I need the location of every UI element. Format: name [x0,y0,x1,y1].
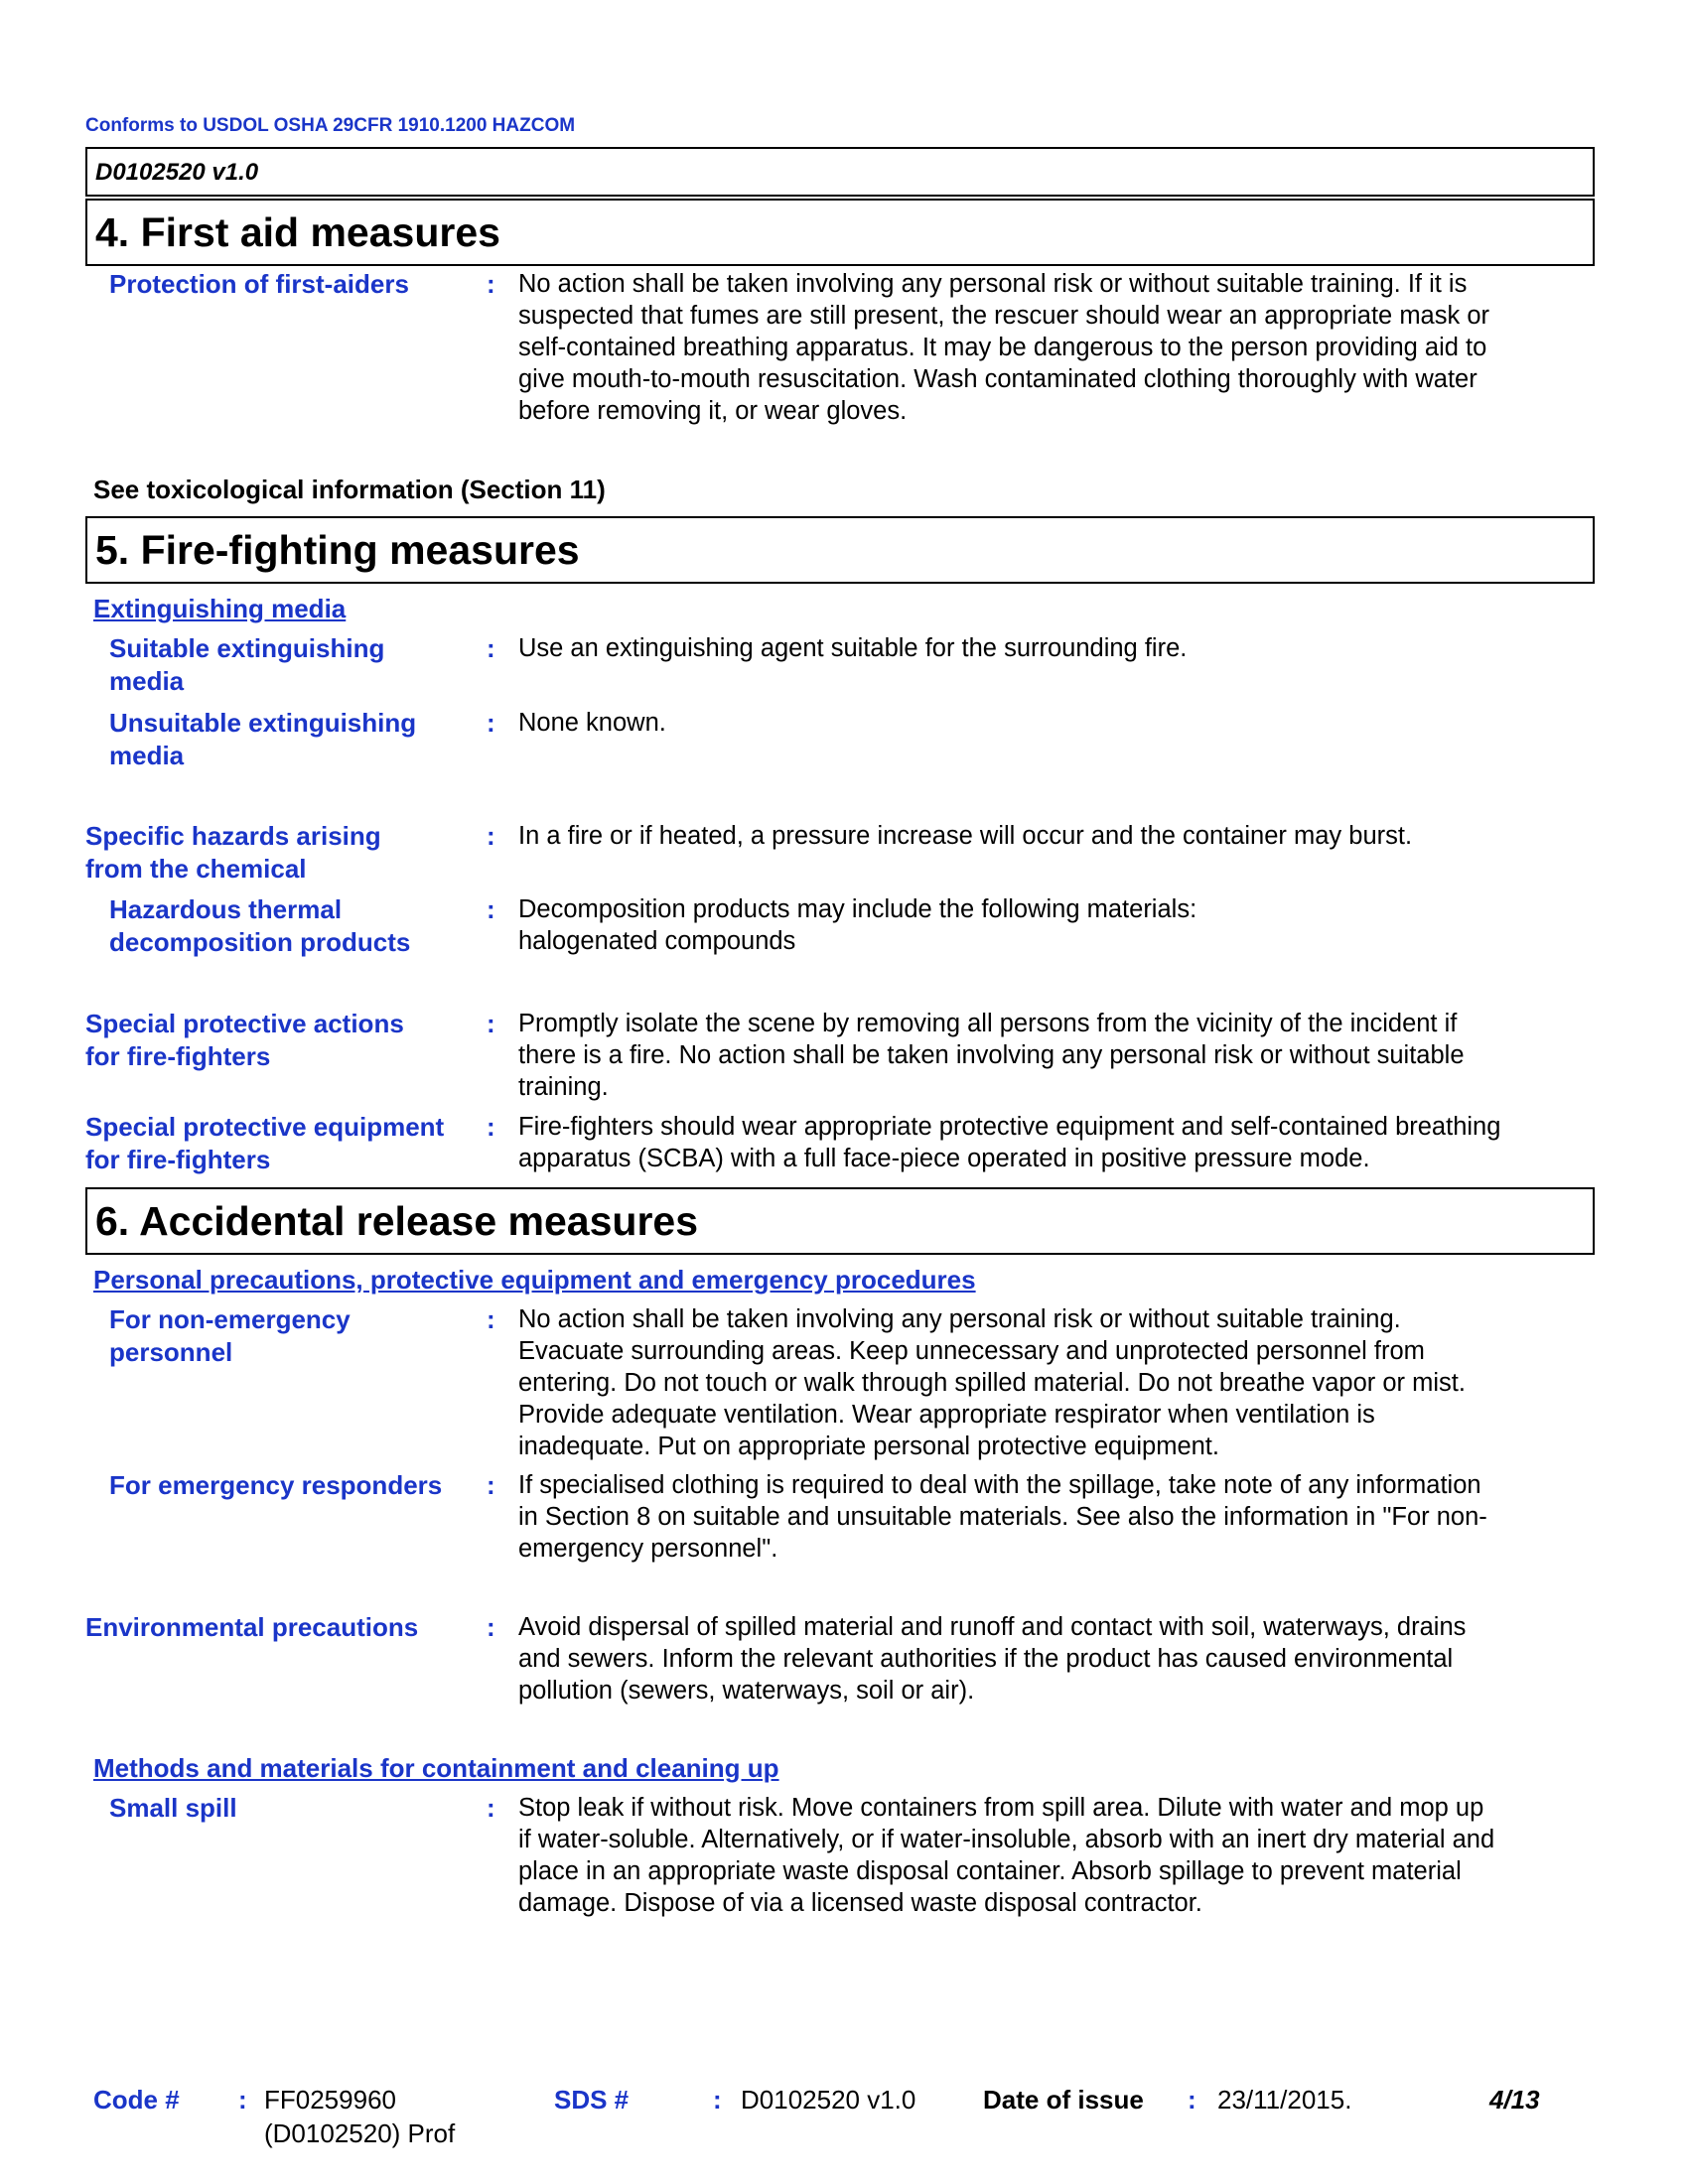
section-4-title: 4. First aid measures [95,209,500,255]
emergency-responders-text: If specialised clothing is required to deal with the spillage, take note of any information in Section 8 on suitable and unsuitable materials. See also the information in "For non- emergency personnel". [518,1471,1487,1563]
colon: : [487,1009,495,1038]
footer-colon: : [238,2085,247,2115]
colon: : [487,1612,495,1642]
extinguishing-media-heading: Extinguishing media [93,594,347,623]
protection-first-aiders-text: No action shall be taken involving any personal risk or without suitable training. If it is suspected that fumes are still present, the rescuer should wear an appropriate mask or self-contained breathing apparatus. It may be dangerous to the person providing aid to give mouth-to-mouth resuscitation. Wash contaminated clothing thoroughly with water before removing it, or wear gloves. [518,270,1490,425]
specific-hazards-label: Specific hazards arising from the chemical [85,821,381,884]
environmental-precautions-text: Avoid dispersal of spilled material and runoff and contact with soil, waterways, drains and sewers. Inform the relevant authorities if the product has caused environmental pollution (sewers, waterways, soil or air). [518,1613,1467,1705]
colon: : [487,1304,495,1334]
non-emergency-text: No action shall be taken involving any personal risk or without suitable training. Evacuate surrounding areas. Keep unnecessary and unprotected personnel from entering. Do not touch or walk through spilled material. Do not breathe vapor or mist. Provide adequate ventilation. Wear appropriate respirator when ventilation is inadequate. Put on appropriate personal protective equipment. [518,1305,1466,1460]
section-4-header [85,199,1595,266]
section-5-title: 5. Fire-fighting measures [95,527,580,573]
protective-actions-label: Special protective actions for fire-fighters [85,1009,404,1071]
small-spill-text: Stop leak if without risk. Move containers from spill area. Dilute with water and mop up if water-soluble. Alternatively, or if water-insoluble, absorb with an inert dry material and place in an appropriate waste disposal container. Absorb spillage to prevent material damage. Dispose of via a licensed waste disposal contractor. [518,1794,1495,1917]
footer-date-value: 23/11/2015. [1217,2085,1352,2115]
protection-first-aiders-label: Protection of first-aiders [109,269,409,299]
colon: : [487,1112,495,1142]
small-spill-label: Small spill [109,1793,237,1823]
colon: : [487,633,495,663]
colon: : [487,1793,495,1823]
colon: : [487,708,495,738]
suitable-media-text: Use an extinguishing agent suitable for the surrounding fire. [518,634,1188,662]
section-6-title: 6. Accidental release measures [95,1198,699,1244]
footer-sds-label: SDS # [554,2085,630,2115]
thermal-decomposition-label: Hazardous thermal decomposition products [109,894,411,957]
section-5-header [85,516,1595,584]
protective-equipment-text: Fire-fighters should wear appropriate protective equipment and self-contained breathing apparatus (SCBA) with a full face-piece operated in positive pressure mode. [518,1113,1501,1172]
colon: : [487,821,495,851]
see-toxicological-note: See toxicological information (Section 11) [93,475,606,504]
conformance-statement: Conforms to USDOL OSHA 29CFR 1910.1200 HAZCOM [85,115,576,136]
footer-code-label: Code # [93,2085,180,2115]
footer-colon: : [1188,2085,1196,2115]
specific-hazards-text: In a fire or if heated, a pressure increase will occur and the container may burst. [518,822,1413,850]
protective-actions-text: Promptly isolate the scene by removing all persons from the vicinity of the incident if there is a fire. No action shall be taken involving any personal risk or without suitable training. [518,1010,1465,1101]
suitable-media-label: Suitable extinguishing media [109,633,385,696]
colon: : [487,1470,495,1500]
methods-materials-heading: Methods and materials for containment and cleaning up [93,1753,779,1783]
footer-sds-value: D0102520 v1.0 [741,2085,916,2115]
emergency-responders-label: For emergency responders [109,1470,443,1500]
environmental-precautions-label: Environmental precautions [85,1612,419,1642]
document-id-box [85,147,1595,197]
footer-page-number: 4/13 [1489,2085,1540,2115]
unsuitable-media-text: None known. [518,709,666,737]
colon: : [487,894,495,924]
section-6-header [85,1187,1595,1255]
unsuitable-media-label: Unsuitable extinguishing media [109,708,417,770]
document-id: D0102520 v1.0 [95,159,259,186]
thermal-decomposition-text: Decomposition products may include the following materials: halogenated compounds [518,895,1197,955]
non-emergency-label: For non-emergency personnel [109,1304,351,1367]
footer-code-value: FF0259960 (D0102520) Prof [264,2085,456,2148]
personal-precautions-heading: Personal precautions, protective equipment and emergency procedures [93,1265,976,1295]
protective-equipment-label: Special protective equipment for fire-fighters [85,1112,445,1174]
colon: : [487,269,495,299]
footer-colon: : [713,2085,722,2115]
footer-date-label: Date of issue [983,2085,1144,2115]
